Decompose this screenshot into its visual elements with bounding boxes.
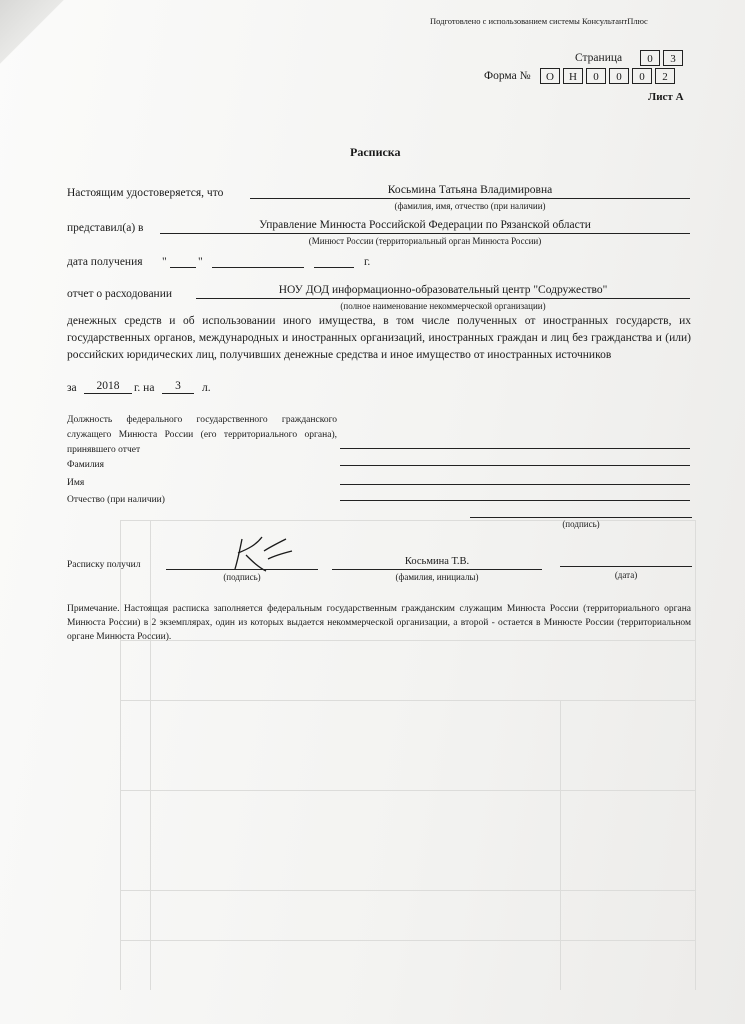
folded-corner (0, 0, 70, 70)
date-quote-close: " (198, 256, 203, 268)
page-digit-1: 0 (640, 50, 660, 66)
submitted-caption: (Минюст России (территориальный орган Минюста России) (308, 236, 542, 246)
date-year-suffix: г. (364, 256, 371, 268)
report-value: НОУ ДОД информационно-образовательный центр "Содружество" (278, 284, 608, 296)
sheet-label: Лист А (648, 91, 684, 103)
report-paragraph: денежных средств и об использовании иного имущества, в том числе полученных от иностранных государств, их государственных органов, международных и иностранных организаций, иностранных граждан и лиц без гражданства и (или) российских юридических лиц, получивших денежные средства и иное имущество от иностранных источников (67, 315, 691, 361)
submitted-label: представил(а) в (67, 222, 144, 234)
form-cell-3: 0 (586, 68, 606, 84)
submitted-value: Управление Минюста Российской Федерации по Рязанской области (259, 219, 591, 231)
official-patronymic-label: Отчество (при наличии) (67, 495, 165, 505)
receipt-name-caption: (фамилия, инициалы) (395, 572, 479, 582)
receipt-label: Расписку получил (67, 560, 141, 570)
period-year-suffix: г. на (134, 382, 155, 394)
signature-mark-icon (228, 533, 298, 573)
receipt-date-caption: (дата) (614, 570, 638, 580)
official-signature-caption: (подпись) (562, 519, 600, 529)
receipt-name-value: Косьмина Т.В. (404, 556, 470, 567)
form-cell-2: Н (563, 68, 583, 84)
official-surname-label: Фамилия (67, 460, 105, 470)
date-quote-open: " (162, 256, 167, 268)
certify-caption: (фамилия, имя, отчество (при наличии) (394, 201, 546, 211)
page-digit-2: 3 (663, 50, 683, 66)
note-paragraph: Примечание. Настоящая расписка заполняется федеральным государственным гражданским служащим Минюста России (территориального органа Минюста России) в 2 экземплярах, один из которых выдается некоммерческой организации, а второй - остается в Минюсте России (территориальном органе Минюста России). (67, 604, 691, 642)
period-prefix: за (67, 382, 77, 394)
certify-label: Настоящим удостоверяется, что (67, 187, 224, 199)
page-title: Расписка (350, 145, 401, 159)
report-caption: (полное наименование некоммерческой организации) (340, 301, 546, 311)
form-cell-5: 0 (632, 68, 652, 84)
consultant-header: Подготовлено с использованием системы КонсультантПлюс (430, 16, 648, 26)
receipt-signature-caption: (подпись) (223, 572, 261, 582)
page-label: Страница (575, 52, 623, 64)
date-label: дата получения (67, 256, 143, 268)
official-name-label: Имя (67, 478, 85, 488)
form-cell-4: 0 (609, 68, 629, 84)
period-months-suffix: л. (202, 382, 211, 394)
certify-value: Косьмина Татьяна Владимировна (387, 184, 553, 196)
official-position-label: Должность федерального государственного гражданского служащего Минюста России (его территориального органа), принявшего отчет (67, 415, 337, 455)
report-label: отчет о расходовании (67, 288, 173, 300)
form-cell-1: О (540, 68, 560, 84)
form-label: Форма № (484, 70, 531, 82)
period-year: 2018 (96, 380, 120, 392)
form-cell-6: 2 (655, 68, 675, 84)
period-months: 3 (175, 380, 181, 392)
